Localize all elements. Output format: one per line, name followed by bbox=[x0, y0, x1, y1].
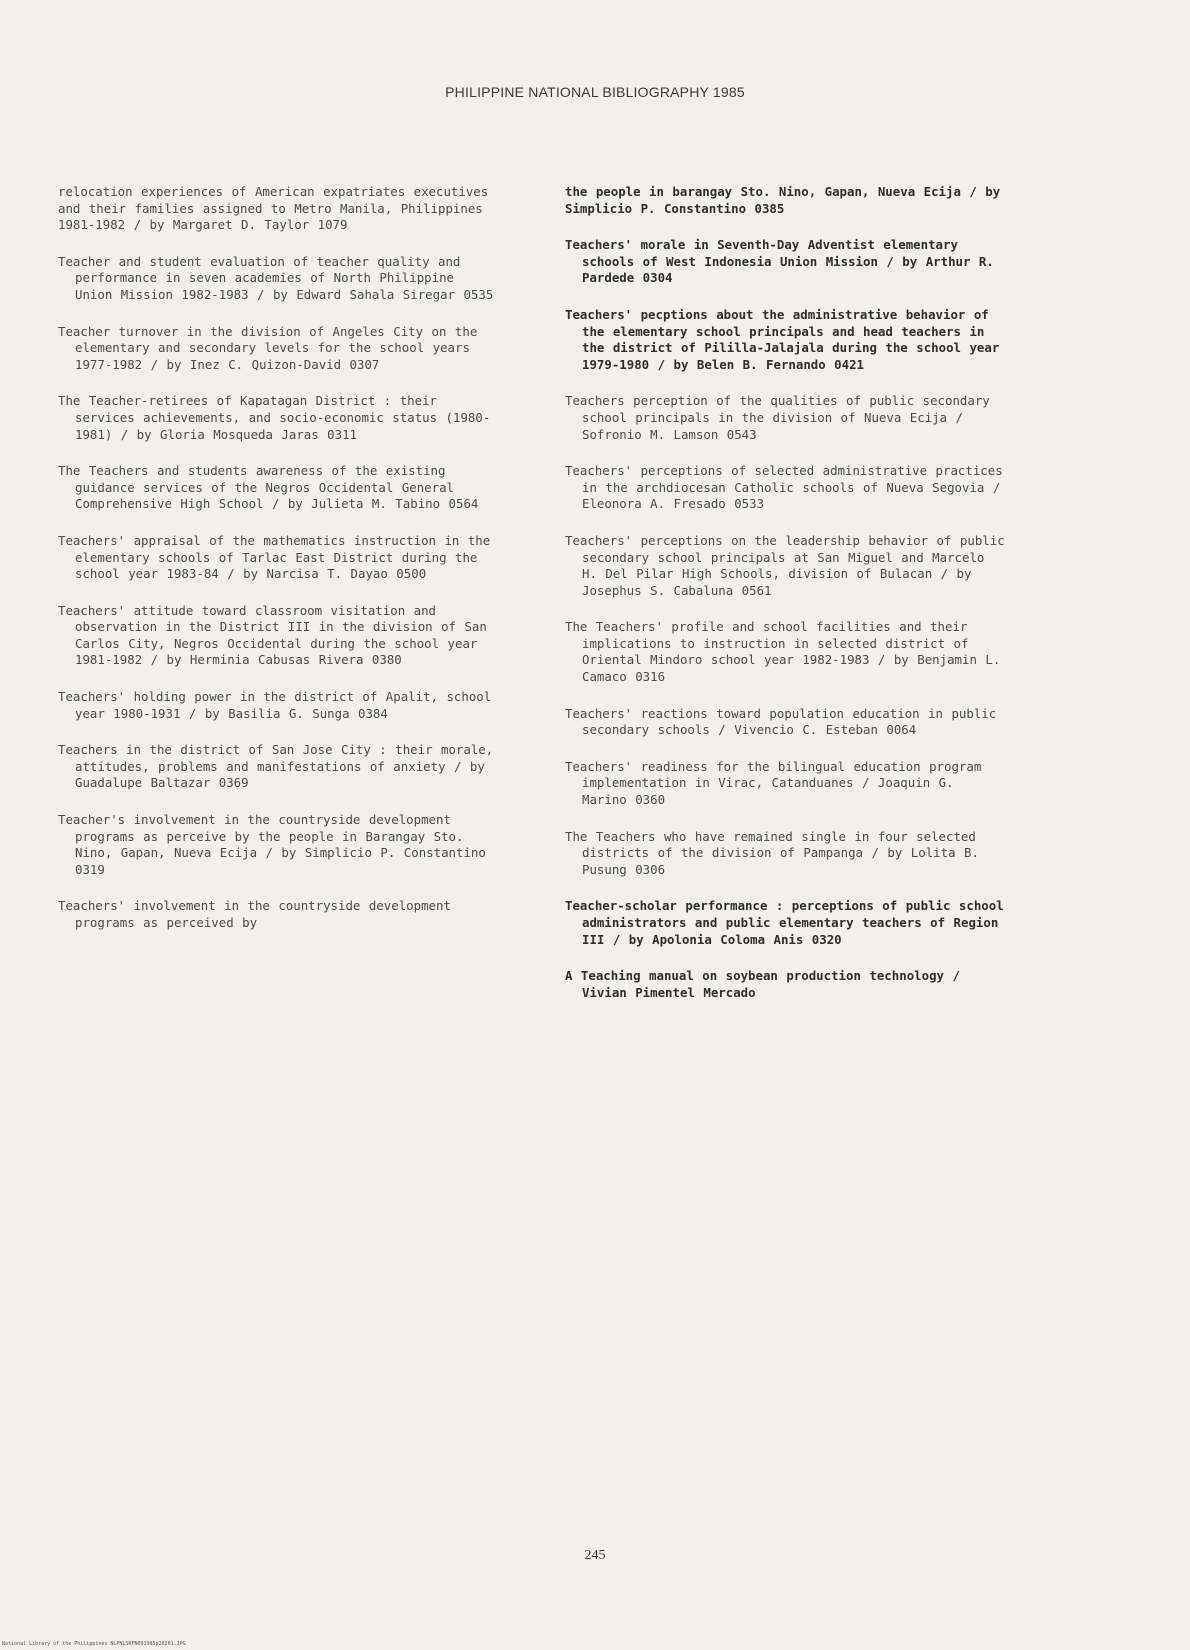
bibliography-entry: Teachers' attitude toward classroom visitation and observation in the District III in the division of San Carlos City, Negros Occidental during the school year 1981-1982 / by Herminia Cabusas Rivera 0380 bbox=[58, 602, 487, 668]
bibliography-entry: The Teachers' profile and school facilities and their implications to instruction in selected district of Oriental Mindoro school year 1982-1983 / by Benjamin L. Camaco 0316 bbox=[565, 619, 1001, 685]
bibliography-entry: Teachers' involvement in the countryside development programs as perceived by bbox=[58, 898, 451, 930]
bibliography-entry: Teacher and student evaluation of teacher quality and performance in seven academies of North Philippine Union Mission 1982-1983 / by Edward Sahala Siregar 0535 bbox=[58, 253, 494, 302]
bibliography-entry: Teachers' pecptions about the administrative behavior of the elementary school principals and head teachers in the district of Pililla-Jalajala during the school year 1979-1980 / by Belen B. Fernando 0421 bbox=[565, 306, 1000, 372]
bibliography-entry: Teacher turnover in the division of Angeles City on the elementary and secondary levels for the school years 1977-1982 / by Inez C. Quizon-David 0307 bbox=[58, 323, 478, 372]
bibliography-entry: The Teacher-retirees of Kapatagan District : their services achievements, and socio-economic status (1980-1981) / by Gloria Mosqueda Jaras 0311 bbox=[58, 393, 491, 442]
bibliography-entry: relocation experiences of American expatriates executives and their families assigned to Metro Manila, Philippines 1981-1982 / by Margaret D. Taylor 1079 bbox=[58, 184, 489, 233]
right-column bbox=[565, 184, 1005, 1021]
bibliography-entry: Teachers in the district of San Jose City : their morale, attitudes, problems and manifestations of anxiety / by Guadalupe Baltazar 0369 bbox=[58, 742, 494, 791]
bibliography-entry: Teachers' perceptions of selected administrative practices in the archdiocesan Catholic schools of Nueva Segovia / Eleonora A. Fresado 0533 bbox=[565, 463, 1003, 512]
bibliography-entry: Teachers' perceptions on the leadership behavior of public secondary school principals at San Miguel and Marcelo H. Del Pilar High Schools, division of Bulacan / by Josephus S. Cabaluna 0561 bbox=[565, 532, 1005, 598]
bibliography-entry: the people in barangay Sto. Nino, Gapan, Nueva Ecija / by Simplicio P. Constantino 0385 bbox=[565, 184, 1001, 216]
bibliography-entry: Teachers' holding power in the district of Apalit, school year 1980-1931 / by Basilia G. Sunga 0384 bbox=[58, 689, 492, 721]
bibliography-entry: A Teaching manual on soybean production technology / Vivian Pimentel Mercado bbox=[565, 968, 960, 1000]
bibliography-entry: Teachers' reactions toward population education in public secondary schools / Vivencio C. Esteban 0064 bbox=[565, 705, 997, 738]
bibliography-entry: The Teachers who have remained single in four selected districts of the division of Pampanga / by Lolita B. Pusung 0306 bbox=[565, 828, 979, 877]
bibliography-entry: Teachers perception of the qualities of public secondary school principals in the division of Nueva Ecija / Sofronio M. Lamson 0543 bbox=[565, 393, 990, 442]
bibliography-entry: Teachers' appraisal of the mathematics instruction in the elementary schools of Tarlac East District during the school year 1983-84 / by Narcisa T. Dayao 0500 bbox=[58, 532, 491, 582]
left-column bbox=[58, 184, 498, 952]
bibliography-entry: Teacher's involvement in the countryside development programs as perceive by the people in Barangay Sto. Nino, Gapan, Nueva Ecija / by Simplicio P. Constantino 0319 bbox=[58, 812, 486, 877]
bibliography-entry: Teacher-scholar performance : perceptions of public school administrators and public elementary teachers of Region III / by Apolonia Coloma Anis 0320 bbox=[565, 898, 1004, 947]
bibliography-entry: Teachers' readiness for the bilingual education program implementation in Virac, Catanduanes / Joaquin G. Marino 0360 bbox=[565, 758, 982, 808]
page-header: PHILIPPINE NATIONAL BIBLIOGRAPHY 1985 bbox=[445, 84, 745, 100]
bibliography-entry: Teachers' morale in Seventh-Day Adventist elementary schools of West Indonesia Union Mission / by Arthur R. Pardede 0304 bbox=[565, 237, 994, 286]
scan-footer: National Library of the Philippines NLPNLSRFN091985p20261.JPG bbox=[2, 1641, 186, 1647]
bibliography-entry: The Teachers and students awareness of the existing guidance services of the Negros Occidental General Comprehensive High School / by Julieta M. Tabino 0564 bbox=[58, 463, 479, 512]
page-number: 245 bbox=[584, 1548, 606, 1563]
